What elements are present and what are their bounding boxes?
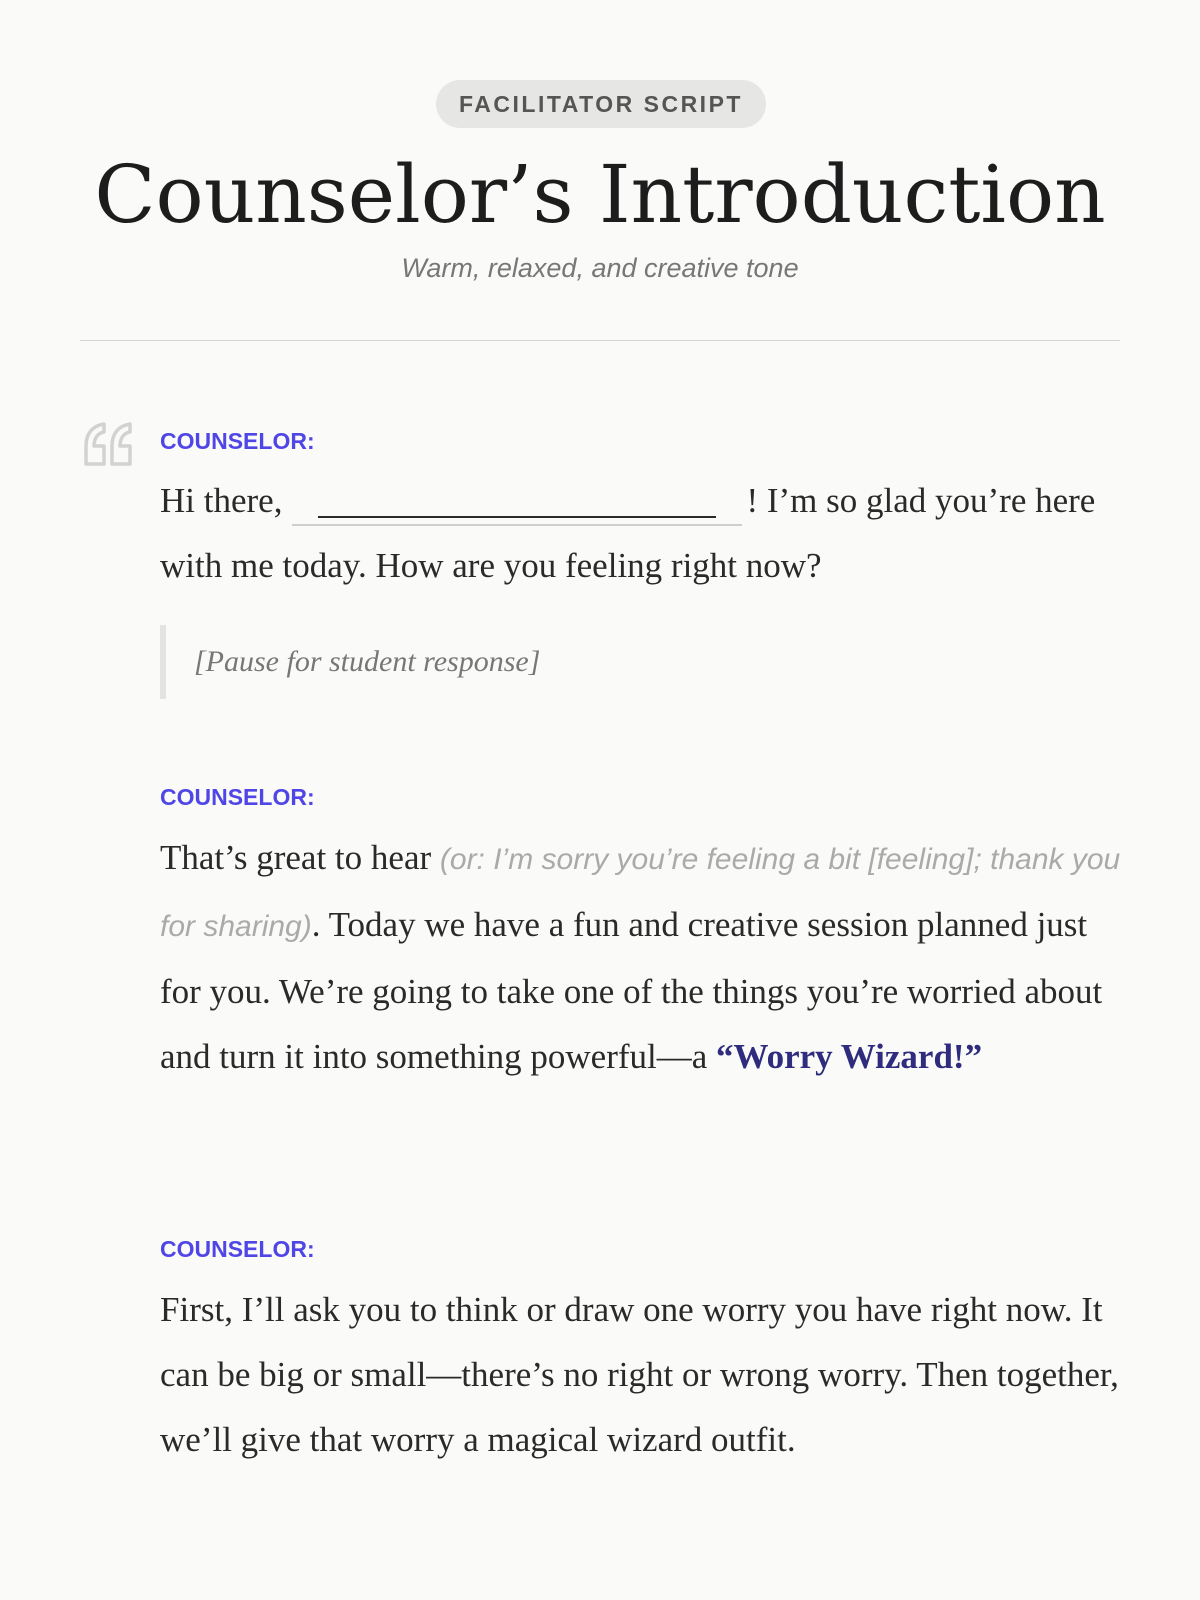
pause-note: [Pause for student response]	[160, 625, 794, 699]
page-subtitle: Warm, relaxed, and creative tone	[401, 253, 799, 283]
worry-wizard-highlight: “Worry Wizard!”	[716, 1037, 983, 1076]
greeting-text: Hi there,	[160, 481, 283, 520]
dialogue-paragraph	[160, 468, 1130, 598]
speaker-label: COUNSELOR:	[160, 784, 315, 810]
dialogue-paragraph: First, I’ll ask you to think or draw one worry you have right now. It can be big or small—there’s no right or wrong worry. Then together, we’ll give that worry a magical wizard outfit.	[160, 1290, 1119, 1459]
section-badge: FACILITATOR SCRIPT	[436, 80, 766, 128]
speaker-label: COUNSELOR:	[160, 428, 315, 454]
speaker-label: COUNSELOR:	[160, 1236, 315, 1262]
alternate-response-note: (or: I’m sorry you’re feeling a bit [feeling]; thank you for sharing)	[160, 843, 1121, 943]
dialogue-paragraph	[160, 825, 1130, 1089]
response-text: That’s great to hear	[160, 838, 432, 877]
page-title: Counselor’s Introduction	[94, 148, 1106, 241]
quote-open-icon	[82, 420, 134, 470]
student-name-blank[interactable]	[292, 482, 742, 524]
session-intro-text: . Today we have a fun and creative session planned just for you. We’re going to take one of the things you’re worried about and turn it into something powerful—a	[160, 905, 1103, 1076]
header-divider	[80, 340, 1120, 341]
greeting-continuation: ! I’m so glad you’re here with me today. How are you feeling right now?	[160, 481, 1096, 585]
